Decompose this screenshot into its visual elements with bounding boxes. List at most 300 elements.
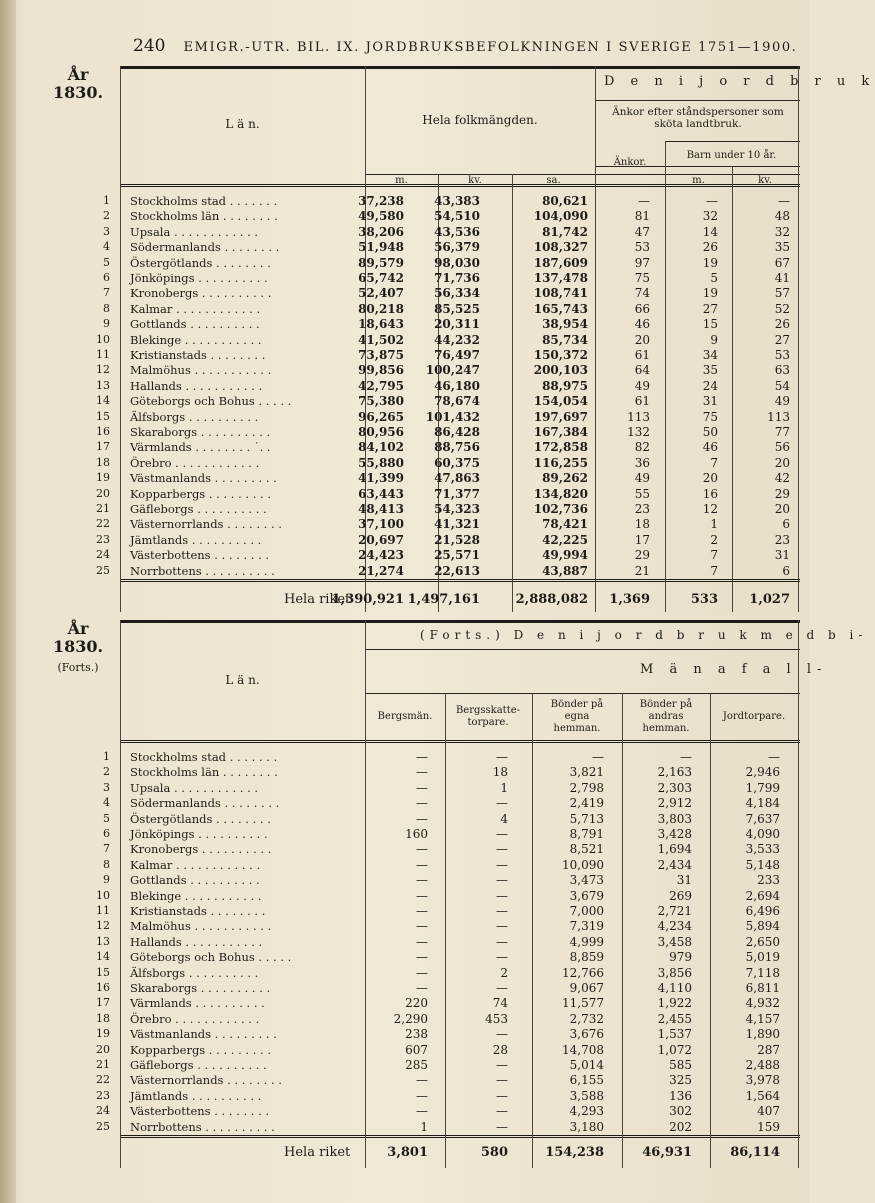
cell-c1: —	[416, 796, 428, 811]
cell-c1: —	[416, 857, 428, 872]
lan-name: Älfsborgs . . . . . . . . . .	[130, 965, 259, 980]
cell-m: 41,399	[358, 471, 404, 486]
cell-kv: 54,510	[434, 209, 480, 224]
cell-m: 37,100	[358, 517, 404, 532]
cell-bm: 2	[710, 532, 718, 547]
cell-bm: 34	[702, 348, 718, 362]
cell-c4: 3,856	[657, 965, 692, 980]
cell-kv: 101,432	[425, 409, 480, 424]
cell-c3: 2,732	[569, 1011, 604, 1026]
lan-name: Västmanlands . . . . . . . . .	[130, 1027, 277, 1042]
cell-m: 96,265	[358, 409, 404, 424]
lan-name: Kalmar . . . . . . . . . . . .	[130, 857, 261, 872]
row-number: 1	[103, 194, 110, 207]
row-number: 9	[103, 317, 110, 331]
col-hela: Hela folkmängden.	[422, 113, 538, 127]
cell-ank: 21	[634, 563, 650, 578]
total-bm: 533	[690, 592, 718, 607]
cell-c4: 585	[669, 1058, 692, 1072]
cell-c2: —	[496, 827, 508, 841]
cell-bm: —	[706, 194, 718, 208]
col-bonder-egna: Bönder på egna hemman.	[550, 699, 604, 734]
row-number: 17	[96, 440, 110, 454]
cell-kv: 78,674	[434, 394, 480, 409]
cell-c2: —	[496, 1088, 508, 1103]
cell-c5: 2,488	[745, 1058, 780, 1072]
cell-bm: 27	[702, 301, 718, 316]
cell-sa: 42,225	[542, 532, 588, 547]
cell-c1: 1	[420, 1119, 428, 1134]
cell-c3: 5,713	[569, 811, 604, 826]
row-number: 19	[96, 471, 110, 485]
cell-sa: 88,975	[542, 378, 588, 393]
cell-bkv: 54	[774, 378, 790, 393]
lan-name: Upsala . . . . . . . . . . . .	[130, 780, 259, 795]
cell-c1: —	[416, 888, 428, 903]
cell-bm: 14	[702, 224, 718, 239]
row-number: 14	[96, 950, 110, 964]
lan-name: Södermanlands . . . . . . . .	[130, 240, 280, 255]
cell-sa: 49,994	[542, 548, 588, 563]
cell-c1: 607	[405, 1042, 428, 1057]
row-number: 3	[103, 224, 110, 238]
cell-ank: 61	[634, 348, 650, 362]
lan-name: Västerbottens . . . . . . . .	[130, 1104, 270, 1119]
cell-c3: 2,798	[569, 780, 604, 795]
cell-c2: —	[496, 1104, 508, 1119]
cell-bkv: 57	[774, 286, 790, 301]
cell-c1: —	[416, 1073, 428, 1088]
cell-m: 51,948	[358, 240, 404, 255]
cell-ank: 36	[634, 455, 650, 470]
cell-kv: 76,497	[434, 348, 480, 362]
row-number: 7	[103, 286, 110, 300]
cell-sa: 38,954	[542, 317, 588, 332]
cell-bm: 15	[702, 317, 718, 332]
lan-name: Gottlands . . . . . . . . . .	[130, 317, 260, 332]
col-barn: Barn under 10 år.	[686, 150, 777, 161]
cell-c4: 2,455	[657, 1011, 692, 1026]
cell-sa: 167,384	[533, 425, 588, 439]
cell-kv: 25,571	[434, 548, 480, 563]
cell-c1: —	[416, 842, 428, 857]
col-kv: kv.	[468, 175, 482, 186]
cell-bkv: 41	[774, 271, 790, 285]
cell-sa: 187,609	[533, 255, 588, 270]
cell-c5: 2,694	[745, 888, 780, 903]
cell-sa: 108,741	[533, 286, 588, 301]
cell-ank: 75	[634, 271, 650, 285]
cell-c1: 238	[405, 1027, 428, 1042]
col-ankor: Änkor.	[613, 157, 647, 168]
col-barn-kv: kv.	[758, 175, 772, 186]
cell-c3: 3,473	[569, 873, 604, 888]
cell-sa: 197,697	[533, 409, 588, 424]
lan-name: Jämtlands . . . . . . . . . .	[130, 1088, 262, 1103]
cell-bm: 7	[710, 455, 718, 470]
cell-c1: —	[416, 1104, 428, 1119]
cell-bkv: 6	[782, 563, 790, 578]
cell-bm: 16	[702, 486, 718, 501]
cell-m: 84,102	[358, 440, 404, 455]
cell-ank: 29	[634, 548, 650, 563]
cell-c4: 2,434	[657, 857, 692, 872]
cell-c2: —	[496, 888, 508, 903]
cell-kv: 56,334	[434, 286, 480, 301]
cell-c4: 202	[669, 1119, 692, 1134]
cell-c4: 1,537	[657, 1027, 692, 1042]
row-number: 22	[96, 1073, 110, 1087]
cell-kv: 41,321	[434, 517, 480, 532]
row-number: 20	[96, 1042, 110, 1056]
cell-c3: —	[592, 750, 604, 764]
cell-kv: 100,247	[425, 363, 480, 378]
cell-c2: —	[496, 919, 508, 934]
cell-c3: 12,766	[562, 965, 604, 980]
total-c2: 580	[480, 1145, 508, 1160]
cell-sa: 137,478	[533, 271, 588, 285]
cell-c2: 2	[500, 965, 508, 980]
col-m: m.	[395, 175, 408, 186]
col-group-jordbruk: D e n i j o r d b r u k	[604, 74, 875, 89]
lan-name: Västernorrlands . . . . . . . .	[130, 1073, 282, 1088]
cell-bm: 35	[702, 363, 718, 378]
cell-sa: 108,327	[533, 240, 588, 255]
lan-name: Kopparbergs . . . . . . . . .	[130, 486, 272, 501]
cell-m: 80,956	[358, 425, 404, 439]
cell-c2: —	[496, 981, 508, 995]
cell-m: 41,502	[358, 332, 404, 347]
total-ank: 1,369	[609, 592, 650, 607]
cell-c1: —	[416, 904, 428, 918]
lan-name: Stockholms stad . . . . . . .	[130, 194, 278, 208]
cell-sa: 102,736	[533, 502, 588, 516]
cell-c2: 28	[492, 1042, 508, 1057]
cell-c5: 5,148	[745, 857, 780, 872]
cell-c5: 1,799	[745, 780, 780, 795]
running-header	[133, 36, 798, 56]
total-bkv: 1,027	[749, 592, 790, 607]
cell-kv: 47,863	[434, 471, 480, 486]
cell-c1: —	[416, 965, 428, 980]
cell-bkv: 20	[774, 455, 790, 470]
row-number: 22	[96, 517, 110, 531]
cell-c3: 14,708	[562, 1042, 604, 1057]
cell-c5: 4,090	[745, 827, 780, 841]
lan-name: Malmöhus . . . . . . . . . . .	[130, 919, 272, 934]
cell-m: 38,206	[358, 224, 404, 239]
cell-c2: 18	[492, 765, 508, 780]
cell-c4: 3,428	[657, 827, 692, 841]
cell-c3: 8,859	[569, 950, 604, 965]
cell-c5: 6,496	[745, 904, 780, 918]
cell-ank: —	[638, 194, 650, 208]
col-bonder-andras: Bönder på andras hemman.	[639, 699, 693, 734]
cell-c2: —	[496, 904, 508, 918]
cell-sa: 172,858	[533, 440, 588, 455]
cell-bm: 32	[702, 209, 718, 224]
total-c5: 86,114	[730, 1145, 780, 1160]
cell-kv: 71,736	[434, 271, 480, 285]
cell-kv: 21,528	[434, 532, 480, 547]
lan-name: Östergötlands . . . . . . . .	[130, 255, 271, 270]
cell-m: 75,380	[358, 394, 404, 409]
cell-c2: —	[496, 950, 508, 965]
cell-c3: 4,293	[569, 1104, 604, 1119]
cell-ank: 82	[634, 440, 650, 455]
cell-c2: —	[496, 796, 508, 811]
cell-ank: 53	[634, 240, 650, 255]
cell-ank: 66	[634, 301, 650, 316]
lan-name: Hallands . . . . . . . . . . .	[130, 934, 263, 949]
cell-bm: 5	[710, 271, 718, 285]
cell-sa: 134,820	[533, 486, 588, 501]
cell-m: 18,643	[358, 317, 404, 332]
cell-sa: 89,262	[542, 471, 588, 486]
cell-c5: 3,533	[745, 842, 780, 857]
cell-c2: 453	[485, 1011, 508, 1026]
cell-bkv: 56	[774, 440, 790, 455]
row-number: 21	[96, 502, 110, 515]
cell-bkv: 31	[774, 548, 790, 563]
lan-name: Gottlands . . . . . . . . . .	[130, 873, 260, 888]
cell-c1: —	[416, 981, 428, 995]
lan-name: Hallands . . . . . . . . . . .	[130, 378, 263, 393]
row-number: 9	[103, 873, 110, 887]
row-number: 2	[103, 209, 110, 223]
col-sa: sa.	[546, 175, 561, 186]
row-number: 25	[96, 1119, 110, 1133]
cell-c5: 6,811	[745, 981, 780, 995]
cell-c4: 3,458	[657, 934, 692, 949]
cell-bkv: 35	[774, 240, 790, 255]
cell-c3: 8,521	[569, 842, 604, 857]
cell-c4: 3,803	[657, 811, 692, 826]
cell-sa: 200,103	[533, 363, 588, 378]
col-jordtorpare: Jordtorpare.	[722, 711, 786, 722]
cell-kv: 71,377	[434, 486, 480, 501]
cell-m: 21,274	[358, 563, 404, 578]
cell-c1: 2,290	[393, 1011, 428, 1026]
row-number: 10	[96, 888, 110, 902]
cell-m: 80,218	[358, 301, 404, 316]
cell-c5: 7,637	[745, 811, 780, 826]
cell-c3: 3,180	[569, 1119, 604, 1134]
row-number: 8	[103, 301, 110, 315]
col-ankor-group: Änkor efter ståndspersoner som sköta landtbruk.	[612, 106, 784, 130]
cell-c3: 7,000	[569, 904, 604, 918]
cell-c1: 220	[405, 996, 428, 1011]
lan-name: Kalmar . . . . . . . . . . . .	[130, 301, 261, 316]
cell-c2: —	[496, 1119, 508, 1134]
lan-name: Skaraborgs . . . . . . . . . .	[130, 981, 271, 995]
lan-name: Stockholms län . . . . . . . .	[130, 765, 278, 780]
cell-c5: —	[768, 750, 780, 764]
cell-c3: 3,679	[569, 888, 604, 903]
row-number: 1	[103, 750, 110, 763]
cell-c5: 233	[757, 873, 780, 888]
cell-bm: 26	[702, 240, 718, 255]
cell-ank: 74	[634, 286, 650, 301]
lan-name: Värmlands . . . . . . . . ˙. .	[130, 440, 271, 455]
cell-kv: 85,525	[434, 301, 480, 316]
col-lan: L ä n.	[225, 117, 260, 131]
cell-c3: 6,155	[569, 1073, 604, 1088]
cell-c4: 136	[669, 1088, 692, 1103]
cell-sa: 80,621	[542, 194, 588, 208]
total-c3: 154,238	[545, 1145, 604, 1160]
year-label-bottom: År 1830. (Forts.)	[52, 619, 104, 674]
page-number: 240	[133, 36, 166, 56]
cell-bm: 12	[702, 502, 718, 516]
row-number: 25	[96, 563, 110, 577]
cell-c4: 979	[669, 950, 692, 965]
lan-name: Blekinge . . . . . . . . . . .	[130, 888, 262, 903]
col-lan-bottom: L ä n.	[225, 673, 260, 687]
total-kv: 1,497,161	[407, 592, 480, 607]
row-number: 24	[96, 548, 110, 562]
cell-m: 48,413	[358, 502, 404, 516]
cell-ank: 46	[634, 317, 650, 332]
col-bergsman: Bergsmän.	[377, 711, 433, 722]
cell-sa: 116,255	[533, 455, 588, 470]
row-number: 4	[103, 240, 110, 254]
cell-m: 89,579	[358, 255, 404, 270]
lan-name: Jönköpings . . . . . . . . . .	[130, 827, 268, 841]
row-number: 8	[103, 857, 110, 871]
cell-bkv: 67	[774, 255, 790, 270]
cell-sa: 43,887	[542, 563, 588, 578]
row-number: 10	[96, 332, 110, 346]
cell-c5: 7,118	[745, 965, 780, 980]
row-number: 23	[96, 1088, 110, 1102]
cell-c5: 4,157	[745, 1011, 780, 1026]
cell-c4: 269	[669, 888, 692, 903]
cell-sa: 104,090	[533, 209, 588, 224]
cell-m: 65,742	[358, 271, 404, 285]
cell-kv: 98,030	[434, 255, 480, 270]
cell-bm: 46	[702, 440, 718, 455]
cell-c4: 302	[669, 1104, 692, 1119]
row-number: 16	[96, 425, 110, 438]
lan-name: Upsala . . . . . . . . . . . .	[130, 224, 259, 239]
cell-kv: 86,428	[434, 425, 480, 439]
cell-m: 63,443	[358, 486, 404, 501]
cell-bkv: 20	[774, 502, 790, 516]
cell-c3: 7,319	[569, 919, 604, 934]
cell-c2: —	[496, 873, 508, 888]
cell-bm: 9	[710, 332, 718, 347]
lan-name: Västerbottens . . . . . . . .	[130, 548, 270, 563]
row-number: 23	[96, 532, 110, 546]
cell-kv: 88,756	[434, 440, 480, 455]
cell-c4: 2,912	[657, 796, 692, 811]
lan-name: Stockholms län . . . . . . . .	[130, 209, 278, 224]
total-c1: 3,801	[387, 1145, 428, 1160]
row-number: 21	[96, 1058, 110, 1071]
cell-c5: 5,894	[745, 919, 780, 934]
cell-m: 24,423	[358, 548, 404, 563]
cell-m: 49,580	[358, 209, 404, 224]
cell-bkv: 26	[774, 317, 790, 332]
cell-c5: 1,890	[745, 1027, 780, 1042]
cell-bkv: 48	[774, 209, 790, 224]
row-number: 11	[96, 348, 110, 361]
row-number: 11	[96, 904, 110, 917]
cell-c5: 407	[757, 1104, 780, 1119]
total-c4: 46,931	[642, 1145, 692, 1160]
lan-name: Stockholms stad . . . . . . .	[130, 750, 278, 764]
cell-c3: 5,014	[569, 1058, 604, 1072]
cell-bm: 31	[702, 394, 718, 409]
cell-c2: —	[496, 1027, 508, 1042]
cell-c4: 2,163	[657, 765, 692, 780]
cell-ank: 47	[634, 224, 650, 239]
lan-name: Örebro . . . . . . . . . . . .	[130, 455, 260, 470]
row-number: 14	[96, 394, 110, 408]
lan-name: Älfsborgs . . . . . . . . . .	[130, 409, 259, 424]
cell-bkv: 23	[774, 532, 790, 547]
cell-bkv: 53	[774, 348, 790, 362]
cell-bkv: —	[778, 194, 790, 208]
row-number: 12	[96, 919, 110, 933]
cell-c1: —	[416, 780, 428, 795]
cell-c3: 11,577	[562, 996, 604, 1011]
row-number: 16	[96, 981, 110, 994]
row-number: 18	[96, 1011, 110, 1025]
cell-ank: 20	[634, 332, 650, 347]
cell-bkv: 42	[774, 471, 790, 486]
cell-ank: 49	[634, 378, 650, 393]
cell-bm: 19	[702, 286, 718, 301]
cell-c2: —	[496, 857, 508, 872]
cell-ank: 61	[634, 394, 650, 409]
cell-bkv: 49	[774, 394, 790, 409]
cell-c5: 159	[757, 1119, 780, 1134]
lan-name: Malmöhus . . . . . . . . . . .	[130, 363, 272, 378]
lan-name: Kronobergs . . . . . . . . . .	[130, 842, 272, 857]
cell-m: 52,407	[358, 286, 404, 301]
cell-m: 99,856	[358, 363, 404, 378]
cell-ank: 17	[634, 532, 650, 547]
cell-sa: 85,734	[542, 332, 588, 347]
row-number: 19	[96, 1027, 110, 1041]
cell-c2: 74	[492, 996, 508, 1011]
cell-bkv: 52	[774, 301, 790, 316]
row-number: 17	[96, 996, 110, 1010]
cell-ank: 18	[634, 517, 650, 532]
cell-kv: 60,375	[434, 455, 480, 470]
cell-ank: 113	[627, 409, 650, 424]
cell-c4: 1,694	[657, 842, 692, 857]
cell-m: 37,238	[358, 194, 404, 208]
cell-ank: 64	[634, 363, 650, 378]
lan-name: Värmlands . . . . . . . . . .	[130, 996, 265, 1011]
cell-c2: —	[496, 1058, 508, 1072]
cell-c5: 3,978	[745, 1073, 780, 1088]
col-bergsskattetorpare: Bergsskatte-torpare.	[455, 705, 521, 728]
cell-c3: 10,090	[562, 857, 604, 872]
row-number: 4	[103, 796, 110, 810]
cell-c1: 160	[405, 827, 428, 841]
cell-c3: 3,588	[569, 1088, 604, 1103]
row-number: 7	[103, 842, 110, 856]
row-number: 13	[96, 378, 110, 392]
cell-bkv: 63	[774, 363, 790, 378]
cell-c4: 2,721	[657, 904, 692, 918]
cell-ank: 97	[634, 255, 650, 270]
cell-c3: 9,067	[569, 981, 604, 995]
